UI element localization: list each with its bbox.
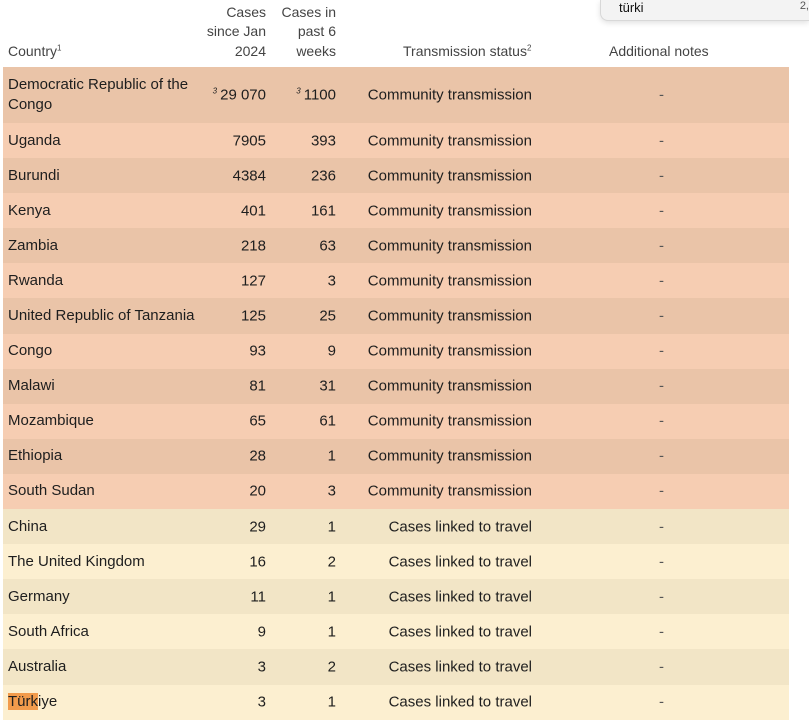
notes-cell: - <box>659 623 664 641</box>
status-cell: Cases linked to travel <box>388 553 532 571</box>
cases-6-weeks-cell: 9 <box>327 342 336 360</box>
cases-6-weeks-cell: $^3$ 1100 <box>296 86 336 104</box>
status-cell: Community transmission <box>367 132 532 150</box>
table-row <box>3 439 789 474</box>
table-row <box>3 263 789 298</box>
country-cell: Burundi <box>8 166 60 184</box>
cases-since-jan-cell: 401 <box>240 202 266 220</box>
country-cell: Rwanda <box>8 271 64 289</box>
country-cell: Uganda <box>8 131 61 149</box>
country-cell: The United Kingdom <box>8 552 145 570</box>
notes-cell: - <box>659 412 664 430</box>
cases-since-jan-cell: 93 <box>249 342 266 360</box>
find-query-text[interactable]: türki <box>619 0 644 15</box>
cases-6-weeks-cell: 236 <box>310 167 336 185</box>
find-match-count: 2, <box>799 0 809 12</box>
table-row <box>3 544 789 579</box>
country-cell: Türkiye <box>8 693 58 711</box>
table-row <box>3 579 789 614</box>
cases-since-jan-cell: 7905 <box>232 132 266 150</box>
cases-since-jan-cell: 125 <box>240 307 266 325</box>
table-row <box>3 474 789 509</box>
notes-cell: - <box>659 377 664 395</box>
status-cell: Community transmission <box>367 342 532 360</box>
cases-since-jan-cell: 218 <box>240 237 266 255</box>
cases-6-weeks-cell: 1 <box>327 518 336 536</box>
cases-table <box>3 0 789 720</box>
status-cell: Community transmission <box>367 447 532 465</box>
notes-cell: - <box>659 272 664 290</box>
table-row <box>3 649 789 684</box>
status-cell: Cases linked to travel <box>388 693 532 711</box>
table-row <box>3 685 789 720</box>
cases-since-jan-cell: 3 <box>257 693 266 711</box>
cases-6-weeks-cell: 63 <box>319 237 336 255</box>
status-cell: Cases linked to travel <box>388 518 532 536</box>
table-row <box>3 67 789 123</box>
notes-cell: - <box>659 86 664 104</box>
table-row <box>3 298 789 333</box>
cases-since-jan-cell: 28 <box>249 447 266 465</box>
notes-cell: - <box>659 693 664 711</box>
cases-since-jan-cell: 29 <box>249 518 266 536</box>
cases-6-weeks-cell: 2 <box>327 553 336 571</box>
status-cell: Community transmission <box>367 377 532 395</box>
country-cell: South Sudan <box>8 482 95 500</box>
table-row <box>3 158 789 193</box>
cases-6-weeks-cell: 25 <box>319 307 336 325</box>
header-additional-notes: Additional notes <box>609 42 709 59</box>
country-cell: Australia <box>8 657 67 675</box>
header-cases-past-6-weeks: Cases in past 6 weeks <box>281 3 336 59</box>
status-cell: Cases linked to travel <box>388 658 532 676</box>
cases-6-weeks-cell: 1 <box>327 588 336 606</box>
notes-cell: - <box>659 658 664 676</box>
status-cell: Community transmission <box>367 202 532 220</box>
status-cell: Community transmission <box>367 167 532 185</box>
notes-cell: - <box>659 237 664 255</box>
notes-cell: - <box>659 342 664 360</box>
notes-cell: - <box>659 447 664 465</box>
cases-since-jan-cell: 11 <box>250 588 266 606</box>
table-row <box>3 228 789 263</box>
notes-cell: - <box>659 518 664 536</box>
notes-cell: - <box>659 132 664 150</box>
table-row <box>3 369 789 404</box>
status-cell: Cases linked to travel <box>388 623 532 641</box>
table-body <box>3 67 789 720</box>
cases-6-weeks-cell: 61 <box>319 412 336 430</box>
country-cell: Germany <box>8 587 70 605</box>
notes-cell: - <box>659 553 664 571</box>
header-country: Country$^1$ <box>8 42 62 59</box>
header-cases-since-jan: Cases since Jan 2024 <box>206 3 266 59</box>
country-cell: Congo <box>8 342 53 360</box>
status-cell: Community transmission <box>367 272 532 290</box>
status-cell: Cases linked to travel <box>388 588 532 606</box>
table-row <box>3 193 789 228</box>
cases-6-weeks-cell: 161 <box>310 202 336 220</box>
notes-cell: - <box>659 588 664 606</box>
notes-cell: - <box>659 202 664 220</box>
header-transmission-status: Transmission status$^2$ <box>403 42 532 59</box>
cases-6-weeks-cell: 3 <box>327 272 336 290</box>
cases-since-jan-cell: 9 <box>257 623 266 641</box>
cases-6-weeks-cell: 3 <box>327 482 336 500</box>
status-cell: Community transmission <box>367 237 532 255</box>
table-row <box>3 334 789 369</box>
status-cell: Community transmission <box>367 307 532 325</box>
status-cell: Community transmission <box>367 412 532 430</box>
country-cell: Mozambique <box>8 412 94 430</box>
cases-6-weeks-cell: 1 <box>327 693 336 711</box>
table-row <box>3 404 789 439</box>
search-match-highlight: Türk <box>8 693 38 711</box>
country-cell: South Africa <box>8 622 89 640</box>
cases-6-weeks-cell: 2 <box>327 658 336 676</box>
cases-since-jan-cell: 4384 <box>232 167 266 185</box>
cases-6-weeks-cell: 31 <box>319 377 336 395</box>
cases-since-jan-cell: 127 <box>240 272 266 290</box>
cases-since-jan-cell: 3 <box>257 658 266 676</box>
table-row <box>3 123 789 158</box>
table-row <box>3 509 789 544</box>
status-cell: Community transmission <box>367 86 532 104</box>
footnote-marker: 2 <box>526 42 532 52</box>
cases-since-jan-cell: $^3$ 29 070 <box>212 86 266 104</box>
notes-cell: - <box>659 482 664 500</box>
country-cell: China <box>8 517 48 535</box>
footnote-marker: 1 <box>57 42 62 52</box>
cases-since-jan-cell: 81 <box>249 377 266 395</box>
country-cell: Zambia <box>8 236 59 254</box>
cases-since-jan-cell: 65 <box>249 412 266 430</box>
cases-since-jan-cell: 20 <box>249 482 266 500</box>
table-header <box>3 0 789 67</box>
country-cell: Democratic Republic of the Congo <box>8 76 189 113</box>
country-cell: Malawi <box>8 377 55 395</box>
table-row <box>3 614 789 649</box>
status-cell: Community transmission <box>367 482 532 500</box>
cases-since-jan-cell: 16 <box>249 553 266 571</box>
country-cell: United Republic of Tanzania <box>8 307 195 325</box>
cases-6-weeks-cell: 393 <box>310 132 336 150</box>
notes-cell: - <box>659 167 664 185</box>
country-cell: Ethiopia <box>8 447 63 465</box>
country-cell: Kenya <box>8 201 51 219</box>
notes-cell: - <box>659 307 664 325</box>
cases-6-weeks-cell: 1 <box>327 623 336 641</box>
cases-6-weeks-cell: 1 <box>327 447 336 465</box>
